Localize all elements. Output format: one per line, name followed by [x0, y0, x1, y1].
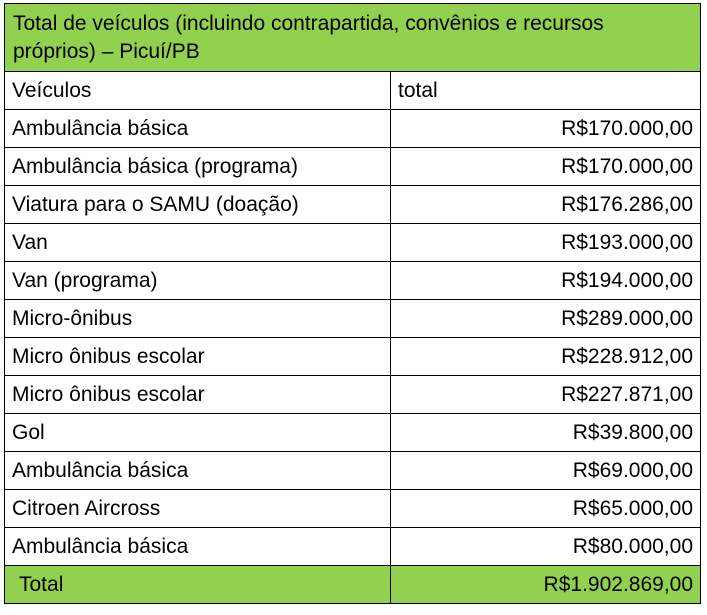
vehicle-value: R$65.000,00: [391, 490, 701, 528]
vehicle-value: R$80.000,00: [391, 528, 701, 566]
vehicle-value: R$170.000,00: [391, 110, 701, 148]
vehicle-name: Micro-ônibus: [5, 300, 391, 338]
vehicle-name: Ambulância básica: [5, 528, 391, 566]
vehicle-value: R$289.000,00: [391, 300, 701, 338]
vehicle-value: R$193.000,00: [391, 224, 701, 262]
vehicle-name: Ambulância básica: [5, 452, 391, 490]
table-row: [5, 490, 701, 528]
table-title-row: [5, 4, 701, 72]
vehicle-value: R$176.286,00: [391, 186, 701, 224]
table-row: [5, 528, 701, 566]
table-row: [5, 338, 701, 376]
vehicle-name: Van (programa): [5, 262, 391, 300]
table-total-row: [5, 566, 701, 604]
vehicle-value: R$227.871,00: [391, 376, 701, 414]
vehicle-name: Ambulância básica (programa): [5, 148, 391, 186]
table-row: [5, 452, 701, 490]
total-value: R$1.902.869,00: [391, 566, 701, 604]
vehicle-value: R$228.912,00: [391, 338, 701, 376]
vehicle-name: Gol: [5, 414, 391, 452]
vehicle-totals-table: [4, 3, 701, 604]
vehicle-name: Micro ônibus escolar: [5, 376, 391, 414]
table-header-row: [5, 72, 701, 110]
table-row: [5, 110, 701, 148]
table-row: [5, 300, 701, 338]
column-header-vehicles: Veículos: [5, 72, 391, 110]
table-row: [5, 148, 701, 186]
table-row: [5, 376, 701, 414]
column-header-total: total: [391, 72, 701, 110]
vehicle-name: Micro ônibus escolar: [5, 338, 391, 376]
table-row: [5, 186, 701, 224]
vehicle-name: Viatura para o SAMU (doação): [5, 186, 391, 224]
vehicle-name: Ambulância básica: [5, 110, 391, 148]
table-title: Total de veículos (incluindo contrapartida, convênios e recursos próprios) – Picuí/PB: [5, 4, 701, 72]
vehicle-value: R$69.000,00: [391, 452, 701, 490]
vehicle-value: R$170.000,00: [391, 148, 701, 186]
vehicle-name: Citroen Aircross: [5, 490, 391, 528]
table-row: [5, 262, 701, 300]
table-row: [5, 414, 701, 452]
table-row: [5, 224, 701, 262]
vehicle-name: Van: [5, 224, 391, 262]
total-label: Total: [5, 566, 391, 604]
vehicle-value: R$39.800,00: [391, 414, 701, 452]
vehicle-table-wrapper: [4, 3, 701, 604]
vehicle-value: R$194.000,00: [391, 262, 701, 300]
